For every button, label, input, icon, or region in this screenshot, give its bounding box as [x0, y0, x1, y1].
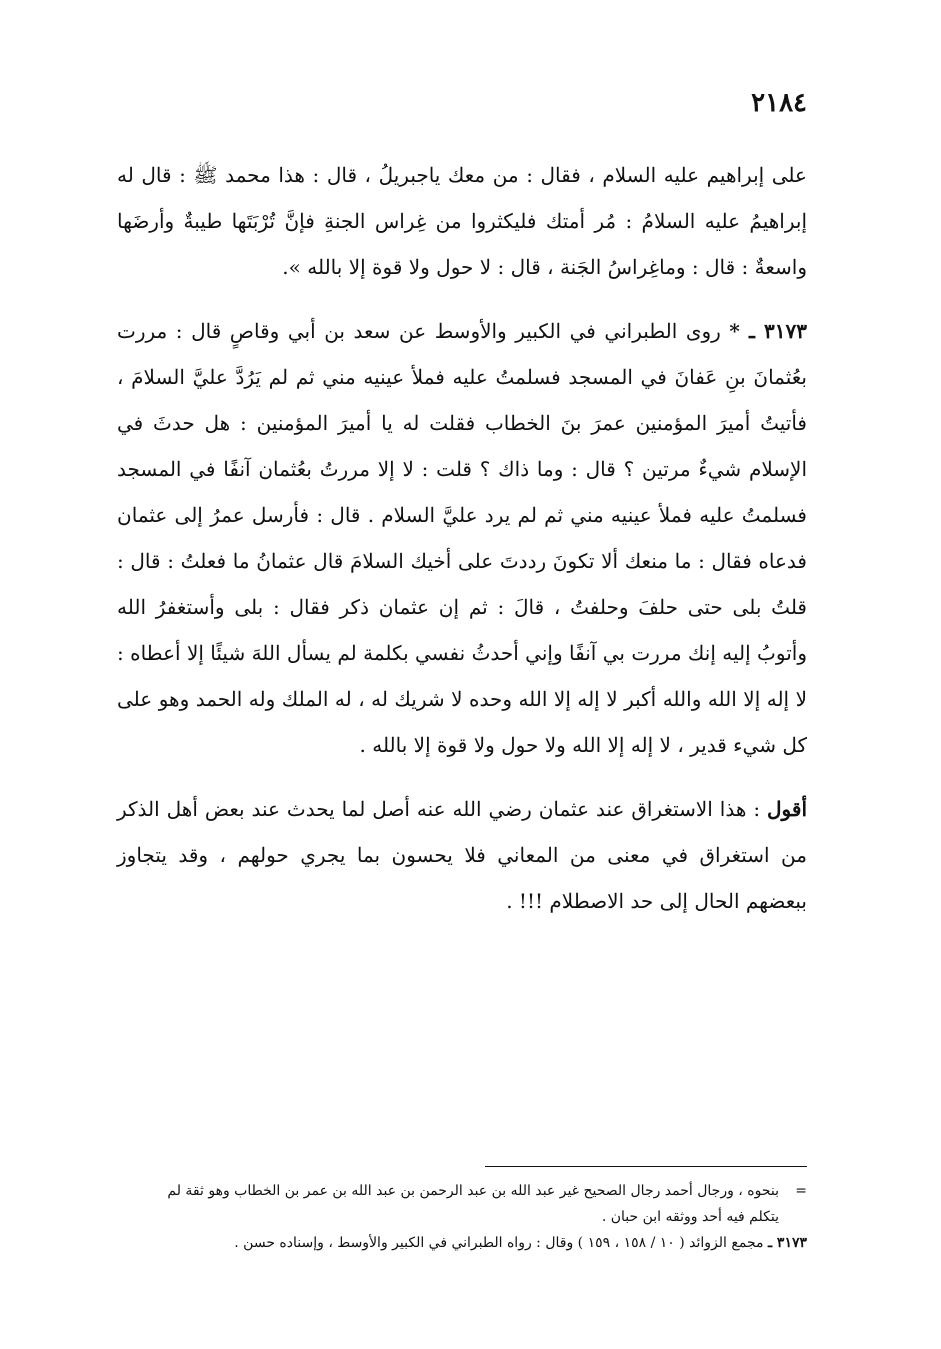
footnote-number: ٣١٧٣ ـ [767, 1235, 807, 1251]
page-number: ٢١٨٤ [751, 88, 807, 118]
hadith-text: روى الطبراني في الكبير والأوسط عن سعد بن أبي وقاصٍ قال : مررت بعُثمانَ بنِ عَفانَ في المسجد فسلمتُ عليه فملأ عينيه مني ثم لم يَرُدَّ عليَّ السلامَ ، فأتيتُ أميرَ المؤمنين عمرَ بنَ الخطاب فقلت له يا أميرَ المؤمنين : هل حدثَ في الإسلام شيءٌ مرتين ؟ قال : وما ذاك ؟ قلت : لا إلا مررتُ بعُثمان آنفًا في المسجد فسلمتُ عليه فملأ عينيه مني ثم لم يرد عليَّ السلام . قال : فأرسل عمرُ إلى عثمان فدعاه فقال : ما منعك ألا تكونَ رددتَ على أخيك السلامَ قال عثمانُ ما فعلتُ : قال : قلتُ بلى حتى حلفَ وحلفتُ ، قالَ : ثم إن عثمان ذكر فقال : بلى وأستغفرُ الله وأتوبُ إليه إنك مررت بي آنفًا وإني أحدثُ نفسي بكلمة لم يسأل اللهَ شيئًا إلا أعطاه : لا إله إلا الله والله أكبر لا إله إلا الله وحده لا شريك له ، له الملك وله الحمد وهو على كل شيء قدير ، لا إله إلا الله ولا حول ولا قوة إلا بالله . [117, 319, 807, 757]
footnote-text: مجمع الزوائد ( ١٠ / ١٥٨ ، ١٥٩ ) وقال : رواه الطبراني في الكبير والأوسط ، وإسناده حسن . [234, 1235, 768, 1251]
hadith-number: ٣١٧٣ ـ * [729, 319, 808, 343]
footnote-continuation [117, 1178, 807, 1204]
continuation-marker: = [795, 1183, 807, 1199]
main-text [117, 152, 807, 942]
paragraph-commentary [117, 786, 807, 924]
paragraph-1-text: على إبراهيم عليه السلام ، فقال : من معك ياجبريلُ ، قال : هذا محمد ﷺ : قال له إبراهيمُ عليه السلامُ : مُر أمتك فليكثروا من غِراس الجنةِ فإنَّ تُرْبَتَها طيبةٌ وأرضَها واسعةٌ : قال : وماغِراسُ الجَنة ، قال : لا حول ولا قوة إلا بالله ». [117, 163, 807, 279]
continuation-line-1: بنحوه ، ورجال أحمد رجال الصحيح غير عبد الله بن عبد الرحمن بن عبد الله بن عمر بن الخطاب وهو ثقة لم [167, 1183, 779, 1199]
footnotes [117, 1178, 807, 1256]
commentary-text: : هذا الاستغراق عند عثمان رضي الله عنه أصل لما يحدث عند بعض أهل الذكر من استغراق في معنى من المعاني فلا يحسون بما يجري حولهم ، وقد يتجاوز ببعضهم الحال إلى حد الاصطلام !!! . [117, 797, 807, 913]
footnote-divider [485, 1166, 807, 1167]
paragraph-1 [117, 152, 807, 290]
paragraph-hadith-3173 [117, 308, 807, 768]
footnote-3173 [117, 1230, 807, 1256]
continuation-line-2: يتكلم فيه أحد ووثقه ابن حبان . [601, 1209, 779, 1225]
commentary-label: أقول [767, 797, 807, 821]
